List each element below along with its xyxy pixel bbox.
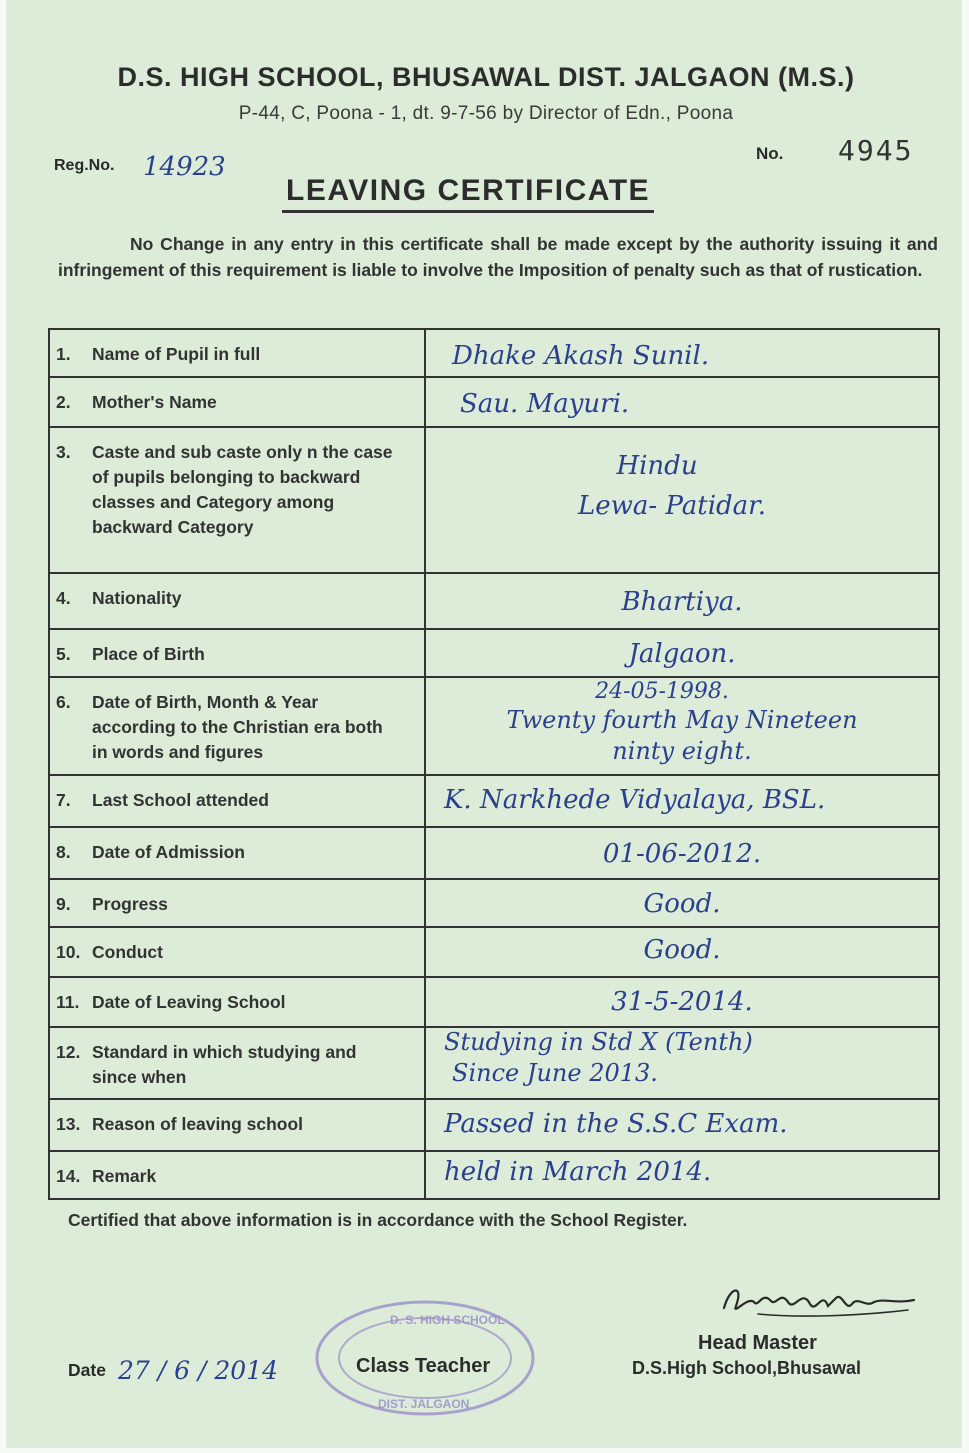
row-label-text: Standard in which studying and since when <box>92 1042 357 1087</box>
date-label: Date <box>68 1360 106 1380</box>
row-label-text: Last School attended <box>92 790 269 810</box>
handwritten-value: Good. <box>643 935 721 965</box>
table-row <box>49 827 939 879</box>
date-value: 27 / 6 / 2014 <box>118 1356 278 1385</box>
svg-text:DIST. JALGAON: DIST. JALGAON <box>378 1397 470 1411</box>
row-number: 4. <box>56 588 71 608</box>
row-label <box>49 827 425 879</box>
table-row <box>49 677 939 775</box>
row-label-text: Reason of leaving school <box>92 1114 304 1134</box>
row-value <box>425 927 939 977</box>
row-label-text: Remark <box>92 1166 157 1186</box>
row-number: 6. <box>56 692 71 712</box>
handwritten-value: K. Narkhede Vidyalaya, BSL. <box>444 785 826 815</box>
row-value <box>425 573 939 629</box>
row-label <box>49 377 425 427</box>
row-value <box>425 879 939 927</box>
reg-no-value: 14923 <box>143 152 226 182</box>
certificate-no-value: 4945 <box>838 134 914 167</box>
handwritten-value: Dhake Akash Sunil. <box>452 341 710 371</box>
row-label <box>49 927 425 977</box>
row-number: 14. <box>56 1166 81 1186</box>
table-row <box>49 927 939 977</box>
row-number: 3. <box>56 442 71 462</box>
row-label-text: Date of Admission <box>92 842 245 862</box>
table-row <box>49 1027 939 1099</box>
row-value <box>425 1099 939 1151</box>
row-label <box>49 427 425 573</box>
certificate-sheet <box>6 0 962 1448</box>
entries-table <box>48 328 940 1200</box>
table-row <box>49 629 939 677</box>
row-value <box>425 677 939 775</box>
row-label <box>49 977 425 1027</box>
row-label-text: Progress <box>92 894 168 914</box>
row-number: 9. <box>56 894 71 914</box>
handwritten-value: Twenty fourth May Nineteen <box>506 706 858 734</box>
row-number: 10. <box>56 942 81 962</box>
row-number: 11. <box>56 992 80 1012</box>
head-master-signature <box>718 1278 918 1330</box>
row-label-text: Caste and sub caste only n the case of pupils belonging to backward classes and Category among backward Category <box>92 442 393 537</box>
school-recognition: P-44, C, Poona - 1, dt. 9-7-56 by Director of Edn., Poona <box>238 103 734 124</box>
table-row <box>49 377 939 427</box>
table-row <box>49 427 939 573</box>
row-value <box>425 329 939 377</box>
table-row <box>49 1099 939 1151</box>
row-number: 12. <box>56 1042 81 1062</box>
row-label <box>49 329 425 377</box>
handwritten-value: held in March 2014. <box>444 1157 712 1187</box>
table-row <box>49 775 939 827</box>
row-value <box>425 977 939 1027</box>
row-number: 1. <box>56 344 71 364</box>
row-number: 5. <box>56 644 71 664</box>
certification-statement: Certified that above information is in accordance with the School Register. <box>68 1210 688 1230</box>
row-label <box>49 879 425 927</box>
row-label <box>49 1027 425 1099</box>
row-label <box>49 677 425 775</box>
handwritten-value: ninty eight. <box>612 737 752 765</box>
row-value <box>425 827 939 879</box>
handwritten-value: Lewa- Patidar. <box>577 491 767 521</box>
row-label-text: Mother's Name <box>92 392 217 412</box>
row-label <box>49 1099 425 1151</box>
row-value <box>425 427 939 573</box>
reg-no-label: Reg.No. <box>54 157 115 174</box>
row-value <box>425 629 939 677</box>
row-value <box>425 1027 939 1099</box>
row-number: 13. <box>56 1114 81 1134</box>
handwritten-value: Since June 2013. <box>452 1059 658 1087</box>
school-name: D.S. HIGH SCHOOL, BHUSAWAL DIST. JALGAON (M.S.) <box>117 62 855 92</box>
row-label <box>49 775 425 827</box>
handwritten-value: Bhartiya. <box>621 587 743 617</box>
handwritten-value: Jalgaon. <box>628 639 736 669</box>
row-number: 8. <box>56 842 71 862</box>
table-row <box>49 977 939 1027</box>
class-teacher-label: Class Teacher <box>356 1355 491 1377</box>
row-value <box>425 1151 939 1199</box>
row-value <box>425 377 939 427</box>
notice-text: No Change in any entry in this certificate shall be made except by the authority issuing it and infringement of this requirement is liable to involve the Imposition of penalty such as that of rustication. <box>58 234 938 280</box>
table-row <box>49 1151 939 1199</box>
handwritten-value: 24-05-1998. <box>595 679 729 704</box>
handwritten-value: Good. <box>643 889 721 919</box>
row-label-text: Date of Leaving School <box>92 992 286 1012</box>
row-label-text: Conduct <box>92 942 163 962</box>
handwritten-value: Passed in the S.S.C Exam. <box>444 1109 788 1139</box>
row-label-text: Nationality <box>92 588 182 608</box>
handwritten-value: Studying in Std X (Tenth) <box>444 1028 753 1056</box>
certificate-no-label: No. <box>756 144 784 163</box>
row-label-text: Date of Birth, Month & Year according to the Christian era both in words and figures <box>92 692 383 762</box>
row-label-text: Place of Birth <box>92 644 205 664</box>
head-master-school: D.S.High School,Bhusawal <box>632 1358 862 1378</box>
table-row <box>49 879 939 927</box>
handwritten-value: Hindu <box>616 451 698 481</box>
row-label <box>49 573 425 629</box>
head-master-label: Head Master <box>698 1332 817 1354</box>
row-number: 2. <box>56 392 71 412</box>
handwritten-value: 31-5-2014. <box>611 987 753 1017</box>
table-row <box>49 329 939 377</box>
row-label <box>49 629 425 677</box>
certificate-title: LEAVING CERTIFICATE <box>282 174 654 213</box>
handwritten-value: Sau. Mayuri. <box>460 389 630 419</box>
row-value <box>425 775 939 827</box>
table-row <box>49 573 939 629</box>
handwritten-value: 01-06-2012. <box>602 839 762 869</box>
svg-text:D. S. HIGH SCHOOL: D. S. HIGH SCHOOL <box>390 1313 505 1327</box>
row-label-text: Name of Pupil in full <box>92 344 261 364</box>
row-number: 7. <box>56 790 71 810</box>
row-label <box>49 1151 425 1199</box>
